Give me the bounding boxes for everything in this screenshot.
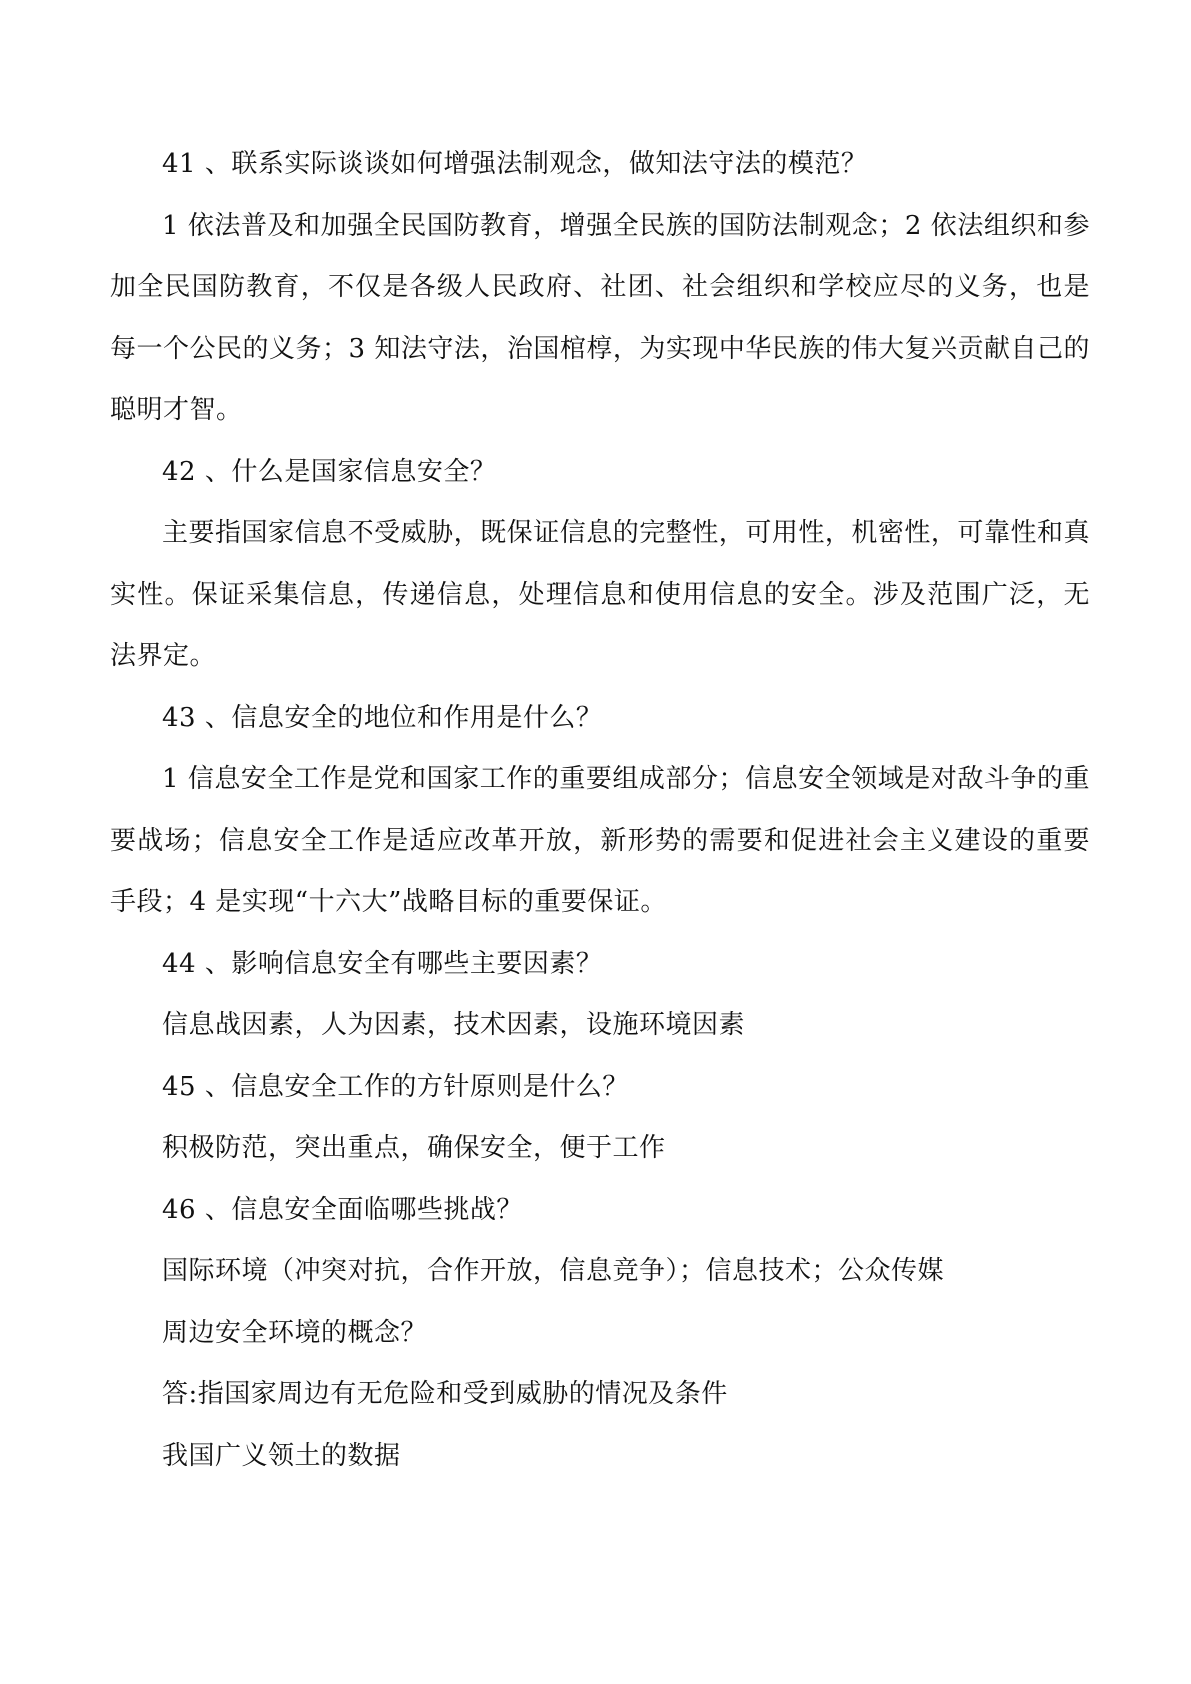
answer-44: 信息战因素，人为因素，技术因素，设施环境因素 [162,1010,746,1040]
question-44: 44 、影响信息安全有哪些主要因素？ [162,948,603,979]
answer-46: 国际环境（冲突对抗，合作开放，信息竞争）；信息技术；公众传媒 [162,1256,945,1286]
answer-41: 1 依法普及和加强全民国防教育，增强全民族的国防法制观念；2 依法组织和参加全民国防教育，不仅是各级人民政府、社团、社会组织和学校应尽的义务，也是每一个公民的义务；3 知法守法，治国棺椁，为实现中华民族的伟大复兴贡献自己的聪明才智。 [110,210,1090,425]
answer-42: 主要指国家信息不受威胁，既保证信息的完整性，可用性，机密性，可靠性和真实性。保证采集信息，传递信息，处理信息和使用信息的安全。涉及范围广泛，无法界定。 [110,518,1090,671]
question-46: 46 、信息安全面临哪些挑战？ [162,1194,523,1225]
question-45: 45 、信息安全工作的方针原则是什么？ [162,1071,629,1102]
question-42: 42 、什么是国家信息安全？ [162,456,497,487]
document-body [110,134,1090,1487]
answer-45: 积极防范，突出重点，确保安全，便于工作 [162,1133,666,1163]
question-41: 41 、联系实际谈谈如何增强法制观念，做知法守法的模范？ [162,149,868,179]
question-territory-data: 我国广义领土的数据 [162,1440,401,1471]
answer-peripheral-security: 答:指国家周边有无危险和受到威胁的情况及条件 [162,1379,728,1409]
question-43: 43 、信息安全的地位和作用是什么？ [162,702,603,733]
answer-43: 1 信息安全工作是党和国家工作的重要组成部分；信息安全领域是对敌斗争的重要战场；信息安全工作是适应改革开放，新形势的需要和促进社会主义建设的重要手段；4 是实现“十六大”战略目标的重要保证。 [110,764,1090,917]
question-peripheral-security: 周边安全环境的概念？ [162,1317,428,1348]
